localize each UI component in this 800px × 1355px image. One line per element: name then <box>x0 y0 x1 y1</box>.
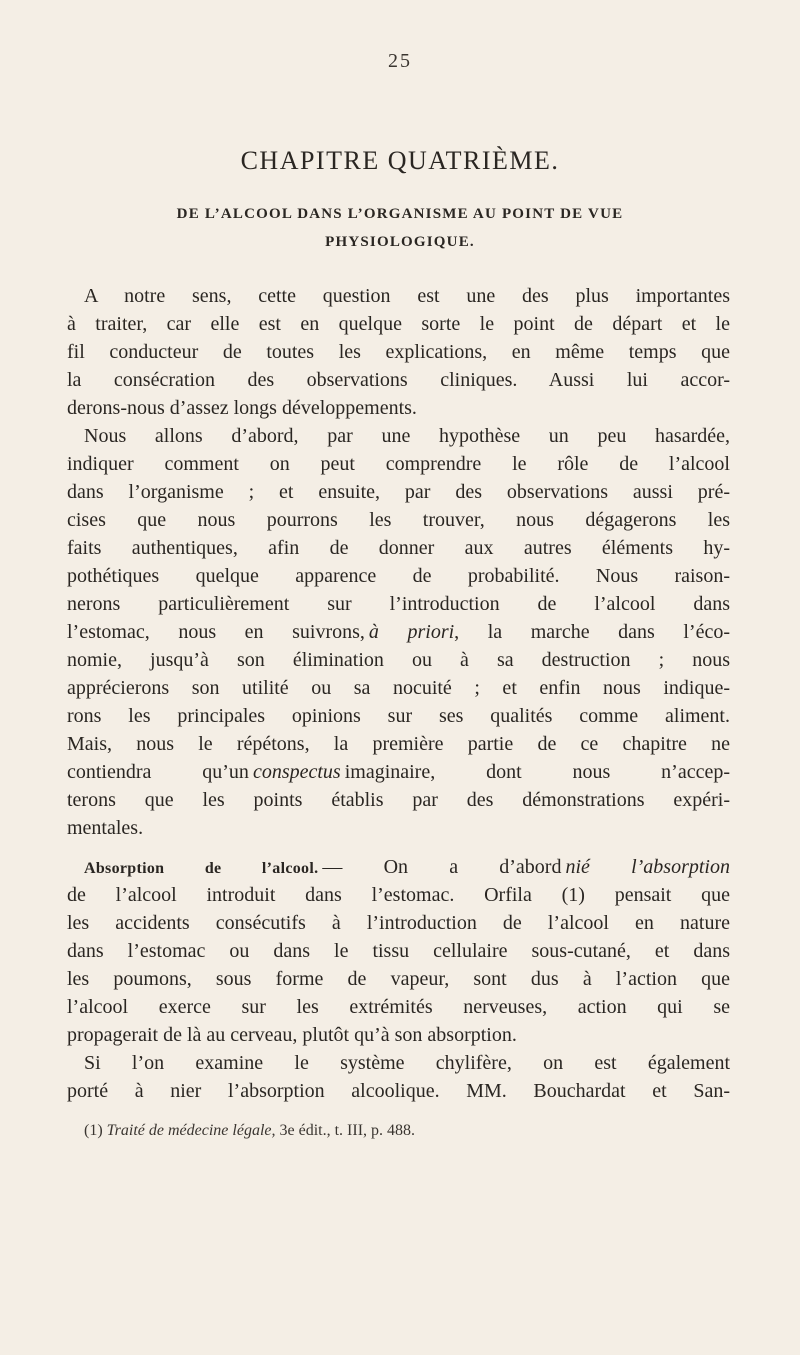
paragraph-3-line: dans l’estomac ou dans le tissu cellulaire sous-cutané, et dans <box>67 940 730 962</box>
paragraph-2-line: nerons particulièrement sur l’introduction de l’alcool dans <box>67 593 730 615</box>
paragraph-2-line <box>67 758 730 786</box>
chapter-subtitle-line-2: PHYSIOLOGIQUE. <box>325 234 475 250</box>
paragraph-3-line <box>84 853 730 881</box>
text-segment: l’estomac, nous en suivrons, <box>67 621 365 643</box>
paragraph-2-line: Nous allons d’abord, par une hypothèse un peu hasardée, <box>84 425 730 447</box>
section-runin-heading: Absorption de l’alcool. <box>84 860 319 877</box>
footnote-reference: 3e édit., t. III, p. 488. <box>279 1122 416 1139</box>
paragraph-2-line: mentales. <box>67 817 144 839</box>
paragraph-2-line: rons les principales opinions sur ses qualités comme aliment. <box>67 705 730 727</box>
paragraph-1-line: A notre sens, cette question est une des plus importantes <box>84 285 730 307</box>
chapter-subtitle-line-1: DE L’ALCOOL DANS L’ORGANISME AU POINT DE VUE <box>176 206 624 222</box>
paragraph-1-line: fil conducteur de toutes les explications, en même temps que <box>67 341 730 363</box>
text-segment: contiendra qu’un <box>67 761 249 783</box>
paragraph-3-line: l’alcool exerce sur les extrémités nerveuses, action qui se <box>67 996 730 1018</box>
paragraph-3-line: propagerait de là au cerveau, plutôt qu’à son absorption. <box>67 1024 517 1046</box>
paragraph-2-line: faits authentiques, afin de donner aux autres éléments hy- <box>67 537 730 559</box>
paragraph-3-line: les accidents consécutifs à l’introduction de l’alcool en nature <box>67 912 730 934</box>
paragraph-2-line: Mais, nous le répétons, la première partie de ce chapitre ne <box>67 733 730 755</box>
footnote-marker: (1) <box>84 1122 103 1139</box>
paragraph-3-line: les poumons, sous forme de vapeur, sont dus à l’action que <box>67 968 730 990</box>
paragraph-2-line: cises que nous pourrons les trouver, nous dégagerons les <box>67 509 730 531</box>
paragraph-4-line: porté à nier l’absorption alcoolique. MM. Bouchardat et San- <box>67 1080 730 1102</box>
footnote-title: Traité de médecine légale, <box>106 1122 276 1139</box>
paragraph-1-line: derons-nous d’assez longs développements. <box>67 397 417 419</box>
paragraph-3-line: de l’alcool introduit dans l’estomac. Orfila (1) pensait que <box>67 884 730 906</box>
paragraph-2-line: nomie, jusqu’à son élimination ou à sa destruction ; nous <box>67 649 730 671</box>
paragraph-2-line: apprécierons son utilité ou sa nocuité ; et enfin nous indique- <box>67 677 730 699</box>
text-segment: imaginaire, dont nous n’accep- <box>344 761 730 783</box>
italic-term: nié l’absorption <box>565 856 730 878</box>
paragraph-2-line <box>67 618 730 646</box>
paragraph-1-line: à traiter, car elle est en quelque sorte le point de départ et le <box>67 313 730 335</box>
italic-term: conspectus <box>252 761 341 783</box>
paragraph-2-line: terons que les points établis par des démonstrations expéri- <box>67 789 730 811</box>
paragraph-2-line: dans l’organisme ; et ensuite, par des observations aussi pré- <box>67 481 730 503</box>
chapter-title: CHAPITRE QUATRIÈME. <box>240 146 560 175</box>
paragraph-2-line: indiquer comment on peut comprendre le rôle de l’alcool <box>67 453 730 475</box>
text-segment: , la marche dans l’éco- <box>454 621 730 643</box>
page-number: 25 <box>388 50 412 72</box>
footnote <box>84 1122 704 1140</box>
paragraph-2-line: pothétiques quelque apparence de probabilité. Nous raison- <box>67 565 730 587</box>
italic-term: à priori <box>368 621 455 643</box>
text-segment: — On a d’abord <box>322 856 562 878</box>
paragraph-4-line: Si l’on examine le système chylifère, on est également <box>84 1052 730 1074</box>
paragraph-1-line: la consécration des observations cliniques. Aussi lui accor- <box>67 369 730 391</box>
